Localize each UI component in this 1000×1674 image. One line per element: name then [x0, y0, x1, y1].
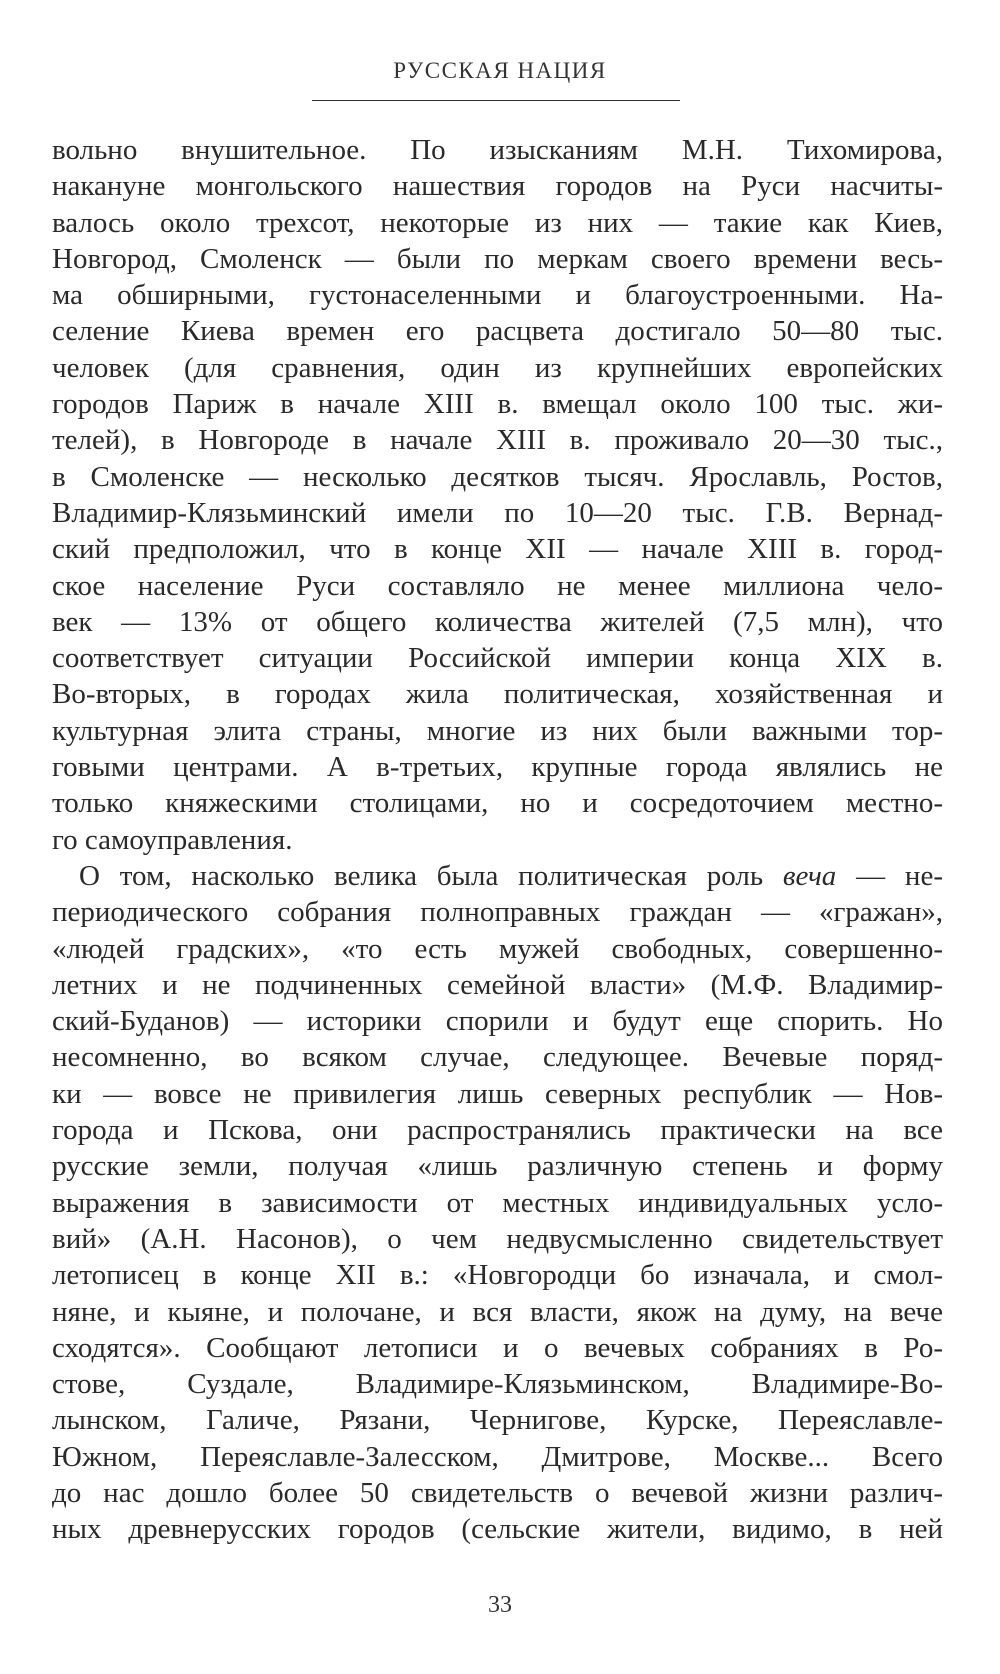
text-line: летних и не подчиненных семейной власти» (М.Ф. Владимир-: [52, 968, 943, 1001]
body-text: [52, 132, 943, 1548]
text-line: век — 13% от общего количества жителей (7,5 млн), что: [52, 605, 943, 638]
text-line: няне, и кыяне, и полочане, и вся власти, якож на думу, на вече: [52, 1295, 943, 1328]
text-line: ский предположил, что в конце XII — начале XIII в. город-: [52, 533, 943, 566]
text-line: валось около трехсот, некоторые из них — такие как Киев,: [52, 206, 943, 239]
paragraph-last-line: го самоуправления.: [52, 823, 293, 856]
text-line: «людей градских», «то есть мужей свободных, совершенно-: [52, 932, 943, 965]
text-line: ский-Буданов) — историки спорили и будут еще спорить. Но: [52, 1005, 943, 1038]
text-line: городов Париж в начале XIII в. вмещал около 100 тыс. жи-: [52, 388, 943, 421]
text-line: ки — вовсе не привилегия лишь северных республик — Нов-: [52, 1077, 943, 1110]
text-line: лынском, Галиче, Рязани, Чернигове, Курске, Переяславле-: [52, 1404, 943, 1437]
text-line: говыми центрами. А в-третьих, крупные города являлись не: [52, 751, 943, 784]
text-line: ных древнерусских городов (сельские жители, видимо, в ней: [52, 1513, 943, 1546]
text-line: культурная элита страны, многие из них были важными тор-: [52, 714, 943, 747]
text-line: ское население Руси составляло не менее миллиона чело-: [52, 569, 943, 602]
italic-term: веча: [782, 859, 837, 892]
text-line: человек (для сравнения, один из крупнейших европейских: [52, 351, 943, 384]
text-line: Южном, Переяславле-Залесском, Дмитрове, Москве... Всего: [52, 1440, 943, 1473]
text-line: Новгород, Смоленск — были по меркам своего времени весь-: [52, 242, 943, 275]
text-line: накануне монгольского нашествия городов на Руси насчиты-: [52, 170, 943, 203]
text-line: вий» (А.Н. Насонов), о чем недвусмысленно свидетельствует: [52, 1222, 943, 1255]
text-line: несомненно, во всяком случае, следующее. Вечевые поряд-: [52, 1041, 943, 1074]
text-line: до нас дошло более 50 свидетельств о вечевой жизни различ-: [52, 1476, 943, 1509]
text-line: города и Пскова, они распространялись практически на все: [52, 1114, 943, 1147]
text-line: вольно внушительное. По изысканиям М.Н. Тихомирова,: [52, 134, 943, 166]
running-head-rule: [312, 100, 680, 101]
text-line: сходятся». Сообщают летописи и о вечевых собраниях в Ро-: [52, 1331, 943, 1364]
text-line: телей), в Новгороде в начале XIII в. проживало 20—30 тыс.,: [52, 424, 943, 457]
text-line: ма обширными, густонаселенными и благоустроенными. На-: [52, 279, 943, 312]
text-line: выражения в зависимости от местных индивидуальных усло-: [52, 1186, 943, 1219]
text-run: — не-: [836, 859, 943, 892]
text-line: летописец в конце XII в.: «Новгородци бо изначала, и смол-: [52, 1259, 943, 1292]
text-line: Во-вторых, в городах жила политическая, хозяйственная и: [52, 678, 943, 711]
text-line: русские земли, получая «лишь различную степень и форму: [52, 1150, 943, 1183]
text-run: О том, насколько велика была политическая роль: [79, 859, 783, 892]
paragraph-first-line: [52, 858, 943, 894]
text-line: соответствует ситуации Российской империи конца XIX в.: [52, 642, 943, 675]
running-head-title: РУССКАЯ НАЦИЯ: [393, 58, 607, 83]
page-number: 33: [488, 1592, 512, 1618]
text-line: в Смоленске — несколько десятков тысяч. Ярославль, Ростов,: [52, 460, 943, 493]
text-line: селение Киева времен его расцвета достигало 50—80 тыс.: [52, 315, 943, 348]
text-line: периодического собрания полноправных граждан — «гражан»,: [52, 896, 943, 929]
text-line: только княжескими столицами, но и сосредоточием местно-: [52, 787, 943, 820]
text-line: Владимир-Клязьминский имели по 10—20 тыс. Г.В. Вернад-: [52, 496, 943, 529]
text-line: стове, Суздале, Владимире-Клязьминском, Владимире-Во-: [52, 1368, 943, 1401]
